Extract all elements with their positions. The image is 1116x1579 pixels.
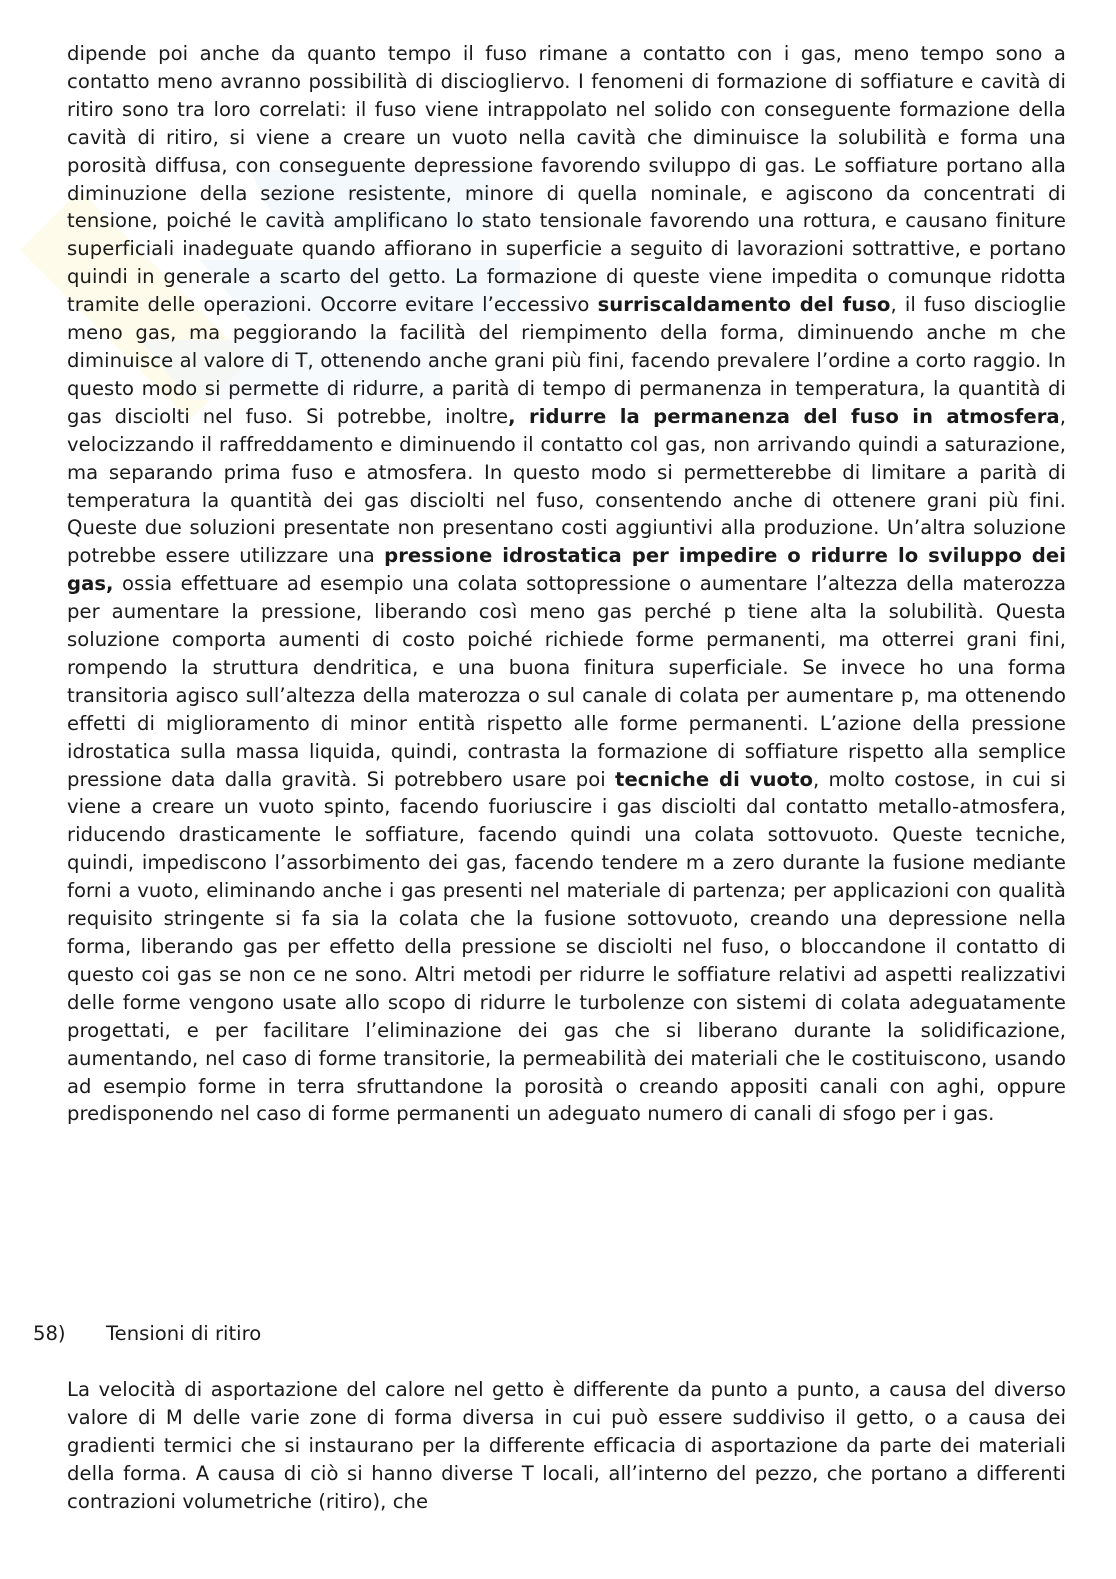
paragraph-text: ossia effettuare ad esempio una colata sottopressione o aumentare l’altezza della materozza per aumentare la pressione, liberando così meno gas perché p tiene alta la solubilità. Questa soluzione comporta aumenti di costo poiché richiede forme permanenti, ma otterrei grani fini, rompendo la struttura dendritica, e una buona finitura superficiale. Se invece ho una forma transitoria agisco sull’altezza della materozza o sul canale di colata per aumentare p, ma ottenendo effetti di miglioramento di minor entità rispetto alle forme permanenti. L’azione della pressione idrostatica sulla massa liquida, quindi, contrasta la formazione di soffiature rispetto alla semplice pressione data dalla gravità. Si potrebbero usare poi (67, 572, 1066, 791)
bold-term: pressione idrostatica per impedire o ridurre lo sviluppo dei gas, (67, 544, 1066, 596)
paragraph-text: , velocizzando il raffreddamento e diminuendo il contatto col gas, non arrivando quindi a saturazione, ma separando prima fuso e atmosfera. In questo modo si permetterebbe di limitare a parità di temperatura la quantità dei gas disciolti nel fuso, consentendo anche di ottenere grani più fini. Queste due soluzioni presentate non presentano costi aggiuntivi alla produzione. Un’altra soluzione potrebbe essere utilizzare una (67, 404, 1066, 568)
bold-term: , ridurre la permanenza del fuso in atmosfera (508, 404, 1060, 428)
paragraph-text: dipende poi anche da quanto tempo il fuso rimane a contatto con i gas, meno tempo sono a contatto meno avranno possibilità di disciogliervo. I fenomeni di formazione di soffiature e cavità di ritiro sono tra loro correlati: il fuso viene intrappolato nel solido con conseguente formazione della cavità di ritiro, si viene a creare un vuoto nella cavità che diminuisce la solubilità e forma una porosità diffusa, con conseguente depressione favorendo sviluppo di gas. Le soffiature portano alla diminuzione della sezione resistente, minore di quella nominale, e agiscono da concentrati di tensione, poiché le cavità amplificano lo stato tensionale favorendo una rottura, e causano finiture superficiali inadeguate quando affiorano in superficie a seguito di lavorazioni sottrattive, e portano quindi in generale a scarto del getto. La formazione di queste viene impedita o comunque ridotta tramite delle operazioni. Occorre evitare l’eccessivo (67, 42, 1066, 317)
paragraph-text: , il fuso discioglie meno gas, ma peggiorando la facilità del riempimento della forma, diminuendo anche m che diminuisce al valore di T, ottenendo anche grani più fini, facendo prevalere l’ordine a corto raggio. In questo modo si permette di ridurre, a parità di tempo di permanenza in temperatura, la quantità di gas disciolti nel fuso. Si potrebbe, inoltre (67, 293, 1066, 428)
body-paragraph: La velocità di asportazione del calore nel getto è differente da punto a punto, a causa del diverso valore di M delle varie zone di forma diversa in cui può essere suddiviso il getto, o a causa dei gradienti termici che si instaurano per la differente efficacia di asportazione da parte dei materiali della forma. A causa di ciò si hanno diverse T locali, all’interno del pezzo, che portano a differenti contrazioni volumetriche (ritiro), che (67, 1378, 1066, 1513)
section-heading (33, 1320, 261, 1348)
section-title: Tensioni di ritiro (106, 1322, 262, 1345)
paragraph-text: , molto costose, in cui si viene a creare un vuoto spinto, facendo fuoriuscire i gas disciolti dal contatto metallo-atmosfera, riducendo drasticamente le soffiature, facendo quindi una colata sottovuoto. Queste tecniche, quindi, impediscono l’assorbimento dei gas, facendo tendere m a zero durante la fusione mediante forni a vuoto, eliminando anche i gas presenti nel materiale di partenza; per applicazioni con qualità requisito stringente si fa sia la colata che la fusione sottovuoto, creando una depressione nella forma, liberando gas per effetto della pressione se disciolti nel fuso, o bloccandone il contatto di questo coi gas se non ce ne sono. Altri metodi per ridurre le soffiature relativi ad aspetti realizzativi delle forme vengono usate allo scopo di ridurre le turbolenze con sistemi di colata adeguatamente progettati, e per facilitare l’eliminazione dei gas che si liberano durante la solidificazione, aumentando, nel caso di forme transitorie, la permeabilità dei materiali che le costituiscono, usando ad esempio forme in terra sfruttandone la porosità o creando appositi canali con aghi, oppure predisponendo nel caso di forme permanenti un adeguato numero di canali di sfogo per i gas. (67, 767, 1066, 1126)
bold-term: tecniche di vuoto (615, 767, 813, 791)
bold-term: surriscaldamento del fuso (597, 293, 891, 317)
section-number: 58) (33, 1322, 66, 1345)
body-paragraph (67, 40, 1066, 1128)
